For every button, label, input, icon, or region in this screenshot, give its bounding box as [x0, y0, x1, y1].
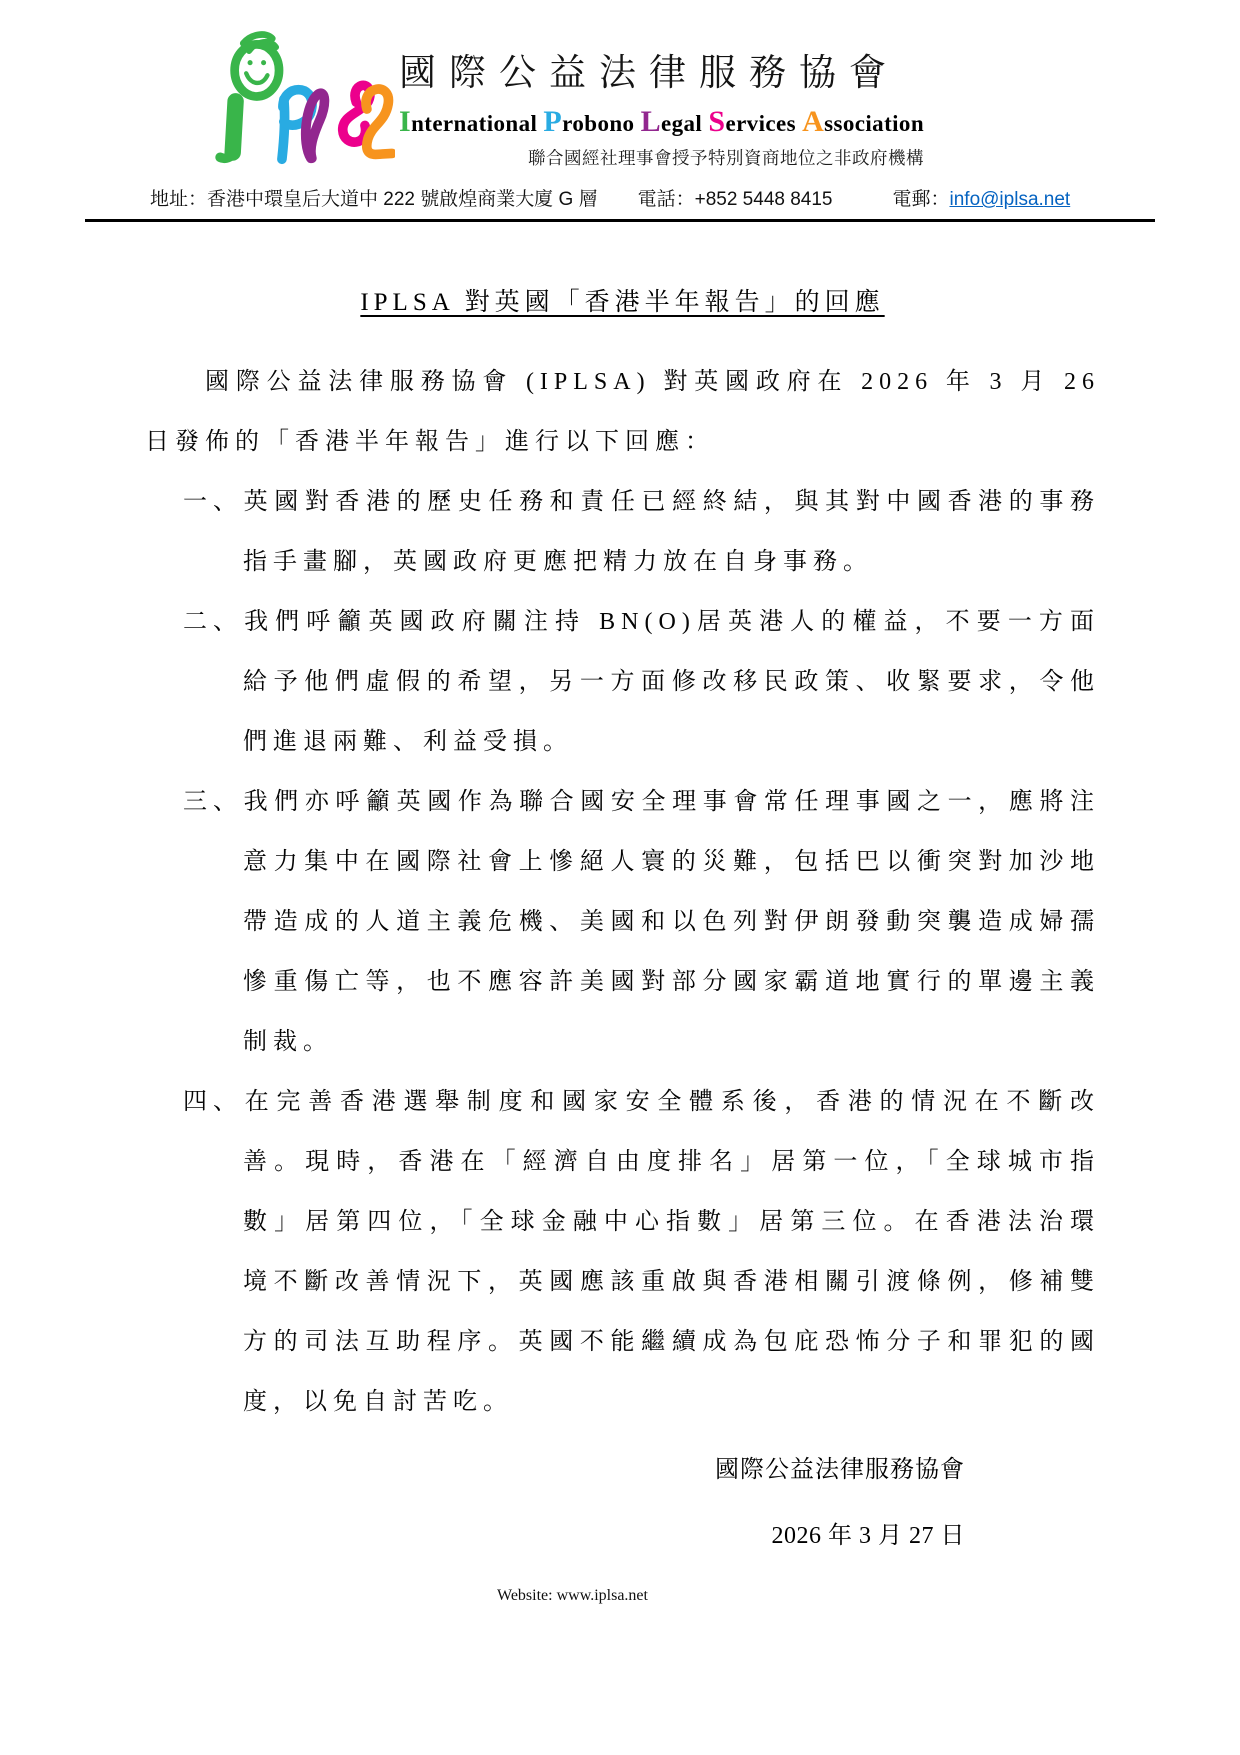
org-name-chinese: 國際公益法律服務協會 — [399, 53, 899, 94]
org-en-word: ssociation — [824, 111, 925, 136]
list-item-number: 四、 — [183, 1089, 243, 1115]
list-item-text: 我們亦呼籲英國作為聯合國安全理事會常任理事國之一，應將注意力集中在國際社會上慘絕人寰的災難，包括巴以衝突對加沙地帶造成的人道主義危機、美國和以色列對伊朗發動突襲造成婦孺慘重傷亡等，也不應容許美國對部分國家霸道地實行的單邊主義制裁。 — [243, 789, 1100, 1055]
list-item-text: 英國對香港的歷史任務和責任已經終結，與其對中國香港的事務指手畫腳，英國政府更應把精力放在自身事務。 — [243, 489, 1100, 575]
letterhead-top — [0, 0, 1240, 170]
letterhead-text — [399, 26, 924, 170]
org-name-english — [399, 106, 924, 140]
org-en-initial: L — [640, 105, 662, 138]
org-en-word: ervices — [725, 111, 803, 136]
list-item-2 — [183, 592, 1100, 772]
contact-line — [0, 184, 1240, 211]
logo-letter-a — [366, 89, 392, 154]
org-en-initial: S — [708, 105, 726, 138]
iplsa-logo-icon — [193, 26, 395, 166]
org-subtitle: 聯合國經社理事會授予特別資商地位之非政府機構 — [528, 148, 925, 168]
list-item-text: 我們呼籲英國政府關注持 BN(O)居英港人的權益，不要一方面給予他們虛假的希望，另一方面修改移民政策、收緊要求，令他們進退兩難、利益受損。 — [243, 609, 1100, 755]
list-item-4 — [183, 1072, 1100, 1432]
document-title: IPLSA 對英國「香港半年報告」的回應 — [360, 289, 885, 316]
logo-letter-i — [220, 35, 279, 159]
list-item-number: 一、 — [183, 489, 243, 515]
document-body — [0, 284, 1240, 1556]
org-en-initial: A — [802, 105, 825, 138]
list-item-number: 二、 — [183, 609, 243, 635]
contact-email-label: 電郵： — [892, 189, 950, 210]
logo-letter-l — [306, 93, 325, 158]
signature-org-name: 國際公益法律服務協會 — [715, 1457, 965, 1483]
org-en-initial: I — [399, 105, 412, 138]
document-date: 2026 年 3 月 27 日 — [771, 1523, 965, 1549]
contact-phone: 電話：+852 5448 8415 — [637, 189, 833, 210]
list-item-1 — [183, 472, 1100, 592]
org-en-word: egal — [661, 111, 709, 136]
response-list — [183, 472, 1100, 1432]
page-footer — [0, 1584, 1240, 1608]
list-item-number: 三、 — [183, 789, 243, 815]
iplsa-logo — [193, 26, 395, 166]
list-item-text: 在完善香港選舉制度和國家安全體系後，香港的情況在不斷改善。現時，香港在「經濟自由度排名」居第一位，「全球城市指數」居第四位，「全球金融中心指數」居第三位。在香港法治環境不斷改善情況下，英國應該重啟與香港相關引渡條例，修補雙方的司法互助程序。英國不能繼續成為包庇恐怖分子和罪犯的國度，以免自討苦吃。 — [243, 1089, 1100, 1415]
list-item-3 — [183, 772, 1100, 1072]
contact-address: 地址：香港中環皇后大道中 222 號啟煌商業大廈 G 層 — [150, 189, 598, 210]
website-text: Website: www.iplsa.net — [497, 1587, 648, 1604]
org-en-word: nternational — [411, 111, 544, 136]
org-en-word: robono — [562, 111, 641, 136]
header-divider — [85, 219, 1155, 222]
org-en-initial: P — [543, 105, 563, 138]
intro-paragraph: 國際公益法律服務協會 (IPLSA) 對英國政府在 2026 年 3 月 26 日發佈的「香港半年報告」進行以下回應： — [145, 369, 1100, 455]
contact-email — [893, 184, 1071, 211]
email-link[interactable]: info@iplsa.net — [949, 189, 1071, 210]
letterhead — [0, 0, 1240, 222]
